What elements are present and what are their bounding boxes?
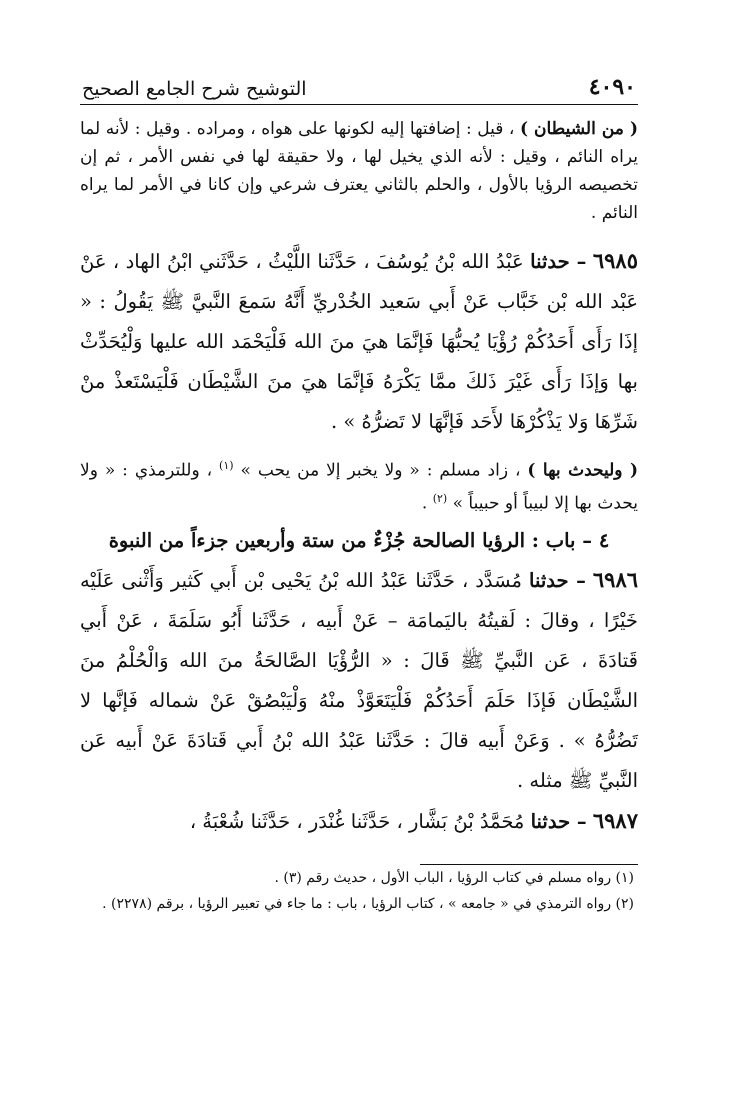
hadith-text: مُحَمَّدُ بْنُ بَشَّار ، حَدَّثَنا غُنْدَر ، حَدَّثَنا شُعْبَةُ ، [189, 810, 531, 834]
hadith-6987 [80, 801, 638, 842]
hadith-lead: – حدثنا [530, 810, 587, 834]
commentary-lemma: ( وليحدث بها ) [527, 460, 639, 481]
intro-lemma: ( من الشيطان ) [519, 119, 638, 139]
commentary-tail: . [421, 493, 433, 514]
hadith-6985 [80, 241, 638, 442]
hadith-number: ٦٩٨٥ [592, 248, 638, 273]
hadith-lead: – حدثنا [530, 250, 587, 273]
footnote-2: (٢) رواه الترمذي في « جامعه » ، كتاب الرؤيا ، باب : ما جاء في تعبير الرؤيا ، برقم (٢٢٧٨) . [102, 896, 634, 913]
intro-commentary [80, 115, 638, 227]
hadith-number: ٦٩٨٦ [592, 567, 639, 593]
book-page [80, 64, 638, 917]
footnotes [80, 865, 638, 917]
commentary-text-2: ، وللترمذي : « ولا يحدث بها إلا لبيباً أو حبيباً » [80, 460, 638, 514]
intro-text: ، قيل : إضافتها إليه لكونها على هواه ، ومراده . وقيل : لأنه لما يراه النائم ، وقيل : لأنه الذي يخيل لها ، ولا حقيقة لها في نفس الأمر ، ثم إن تخصيصه الرؤيا بالأول ، والحلم بالثاني يعترف شرعي وإن كانا في الأمر لما يراه النائم . [80, 119, 638, 223]
hadith-6986 [80, 560, 638, 801]
page-header [80, 64, 638, 105]
hadith-number: ٦٩٨٧ [592, 808, 638, 834]
hadith-text: مُسَدَّد ، حَدَّثَنا عَبْدُ الله بْنُ يَحْيى بْن أَبي كَثير وَأَثْنى عَلَيْه خَيْرًا ، وقالَ : لَقيتُهُ باليَمامَة – عَنْ أَبيه ، حَدَّثَنا أَبُو سَلَمَةَ ، عَنْ أَبي قَتادَةَ ، عَن النَّبيِّ ﷺ قَالَ : « الرُّؤْيَا الصَّالحَةُ منَ الله وَالْحُلْمُ منَ الشَّيْطَان فَإذَا حَلَمَ أَحَدُكُمْ فَلْيَتَعَوَّذْ منْهُ وَلْيَبْصُقْ عَنْ شماله فَإنَّها لا تَضُرُّهُ » . وَعَنْ أَبيه قالَ : حَدَّثَنا عَبْدُ الله بْنُ أَبي قَتادَةَ عَنْ أَبيه عَن النَّبيِّ ﷺ مثله . [80, 569, 638, 793]
commentary-text: ، زاد مسلم : « ولا يخبر إلا من يحب » [240, 460, 528, 481]
chapter-heading: ٤ – باب : الرؤيا الصالحة جُزْءٌ من ستة وأربعين جزءاً من النبوة [108, 529, 610, 553]
hadith-lead: – حدثنا [529, 569, 586, 593]
footnote-1: (١) رواه مسلم في كتاب الرؤيا ، الباب الأول ، حديث رقم (٣) . [274, 870, 634, 887]
footnote-ref-1[interactable]: (١) [219, 459, 234, 472]
running-title: التوشيح شرح الجامع الصحيح [82, 78, 307, 100]
footnote-ref-2[interactable]: (٢) [432, 491, 448, 505]
commentary-6985 [80, 452, 638, 517]
hadith-text: عَبْدُ الله بْنُ يُوسُفَ ، حَدَّثَنا اللَّيْثُ ، حَدَّثَني ابْنُ الهاد ، عَنْ عَبْد الله بْن خَبَّاب عَنْ أَبي سَعيد الخُدْريِّ أَنَّهُ سَمعَ النَّبيَّ ﷺ يَقُولُ : « إذَا رَأَى أَحَدُكُمْ رُؤْيَا يُحبُّهَا فَإنَّمَا هيَ منَ الله فَلْيَحْمَد الله عليها وَلْيُحَدِّثْ بها وَإذَا رَأَى غَيْرَ ذَلكَ ممَّا يَكْرَهُ فَإنَّمَا هيَ منَ الشَّيْطَان فَلْيَسْتَعذْ منْ شَرِّهَا وَلا يَذْكُرْهَا لأَحَد فَإنَّهَا لا تَضرُّهُ » . [80, 250, 638, 433]
page-number: ٤٠٩٠ [588, 74, 636, 100]
